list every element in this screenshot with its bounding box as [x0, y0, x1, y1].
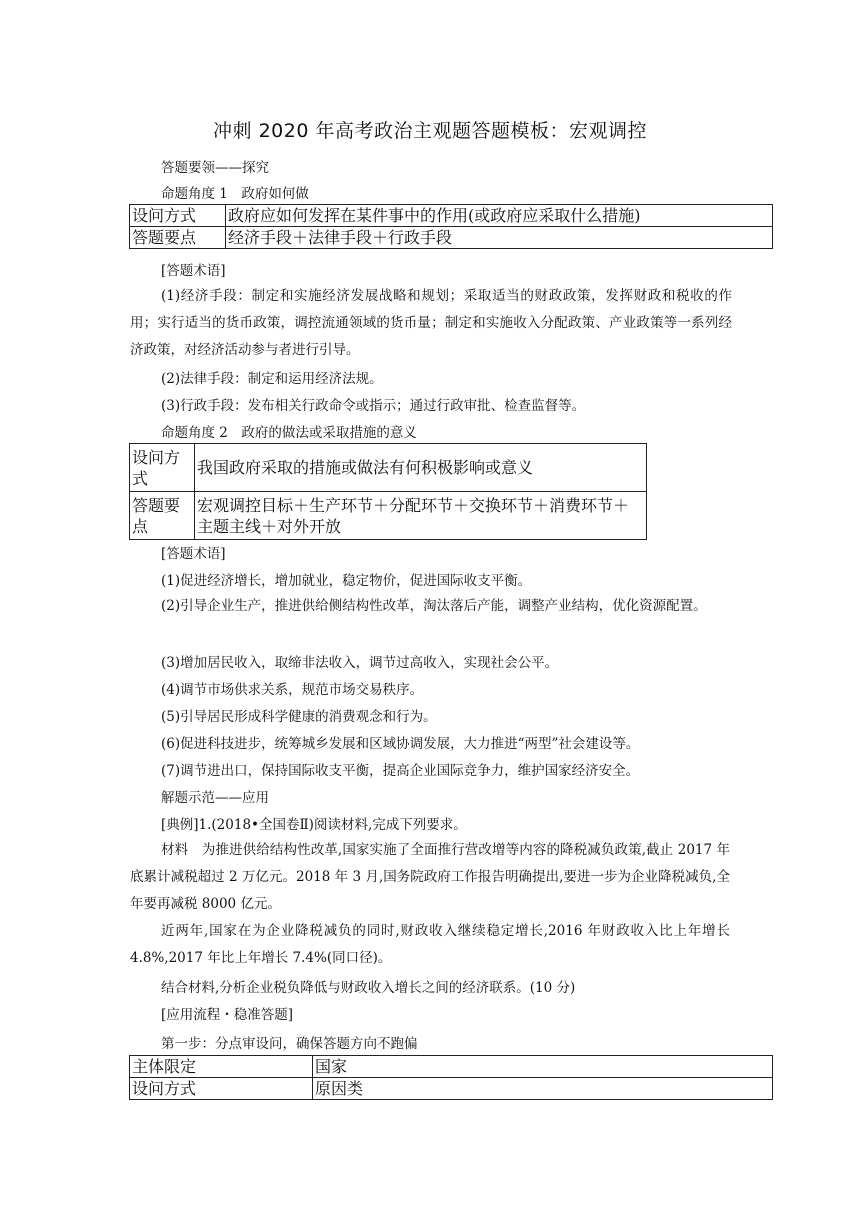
page-title: 冲刺 2020 年高考政治主观题答题模板：宏观调控 — [213, 120, 647, 142]
table-cell-label: 设问方式 — [130, 205, 226, 227]
answer-term-item: (1)促进经济增长，增加就业，稳定物价，促进国际收支平衡。 — [161, 573, 532, 589]
table-row — [130, 1056, 773, 1078]
table-cell-value: 政府应如何发挥在某件事中的作用(或政府应采取什么措施) — [226, 205, 773, 227]
table-cell-label: 答题要点 — [130, 492, 195, 540]
table-cell-value: 宏观调控目标＋生产环节＋分配环节＋交换环节＋消费环节＋主题主线＋对外开放 — [195, 492, 647, 540]
process-heading: [应用流程・稳准答题] — [161, 1007, 294, 1023]
section-heading-key-points: 答题要领——探究 — [161, 160, 269, 176]
table-cell-value: 国家 — [313, 1056, 773, 1078]
table-cell-label: 答题要点 — [130, 227, 226, 249]
table-cell-label: 设问方式 — [130, 444, 195, 492]
angle1-heading: 命题角度 1 政府如何做 — [161, 186, 309, 202]
table-cell-value: 我国政府采取的措施或做法有何积极影响或意义 — [195, 444, 647, 492]
angle1-table — [129, 204, 773, 249]
example-question: 结合材料,分析企业税负降低与财政收入增长之间的经济联系。(10 分) — [161, 980, 576, 996]
table-row — [130, 1078, 773, 1100]
answer-term-item: (5)引导居民形成科学健康的消费观念和行为。 — [161, 709, 437, 725]
answer-terms-heading: [答题术语] — [161, 546, 226, 562]
answer-term-item: (2)引导企业生产，推进供给侧结构性改革，淘汰落后产能，调整产业结构，优化资源配置。 — [161, 598, 707, 614]
table-row — [130, 227, 773, 249]
example-intro: [典例]1.(2018•全国卷Ⅱ)阅读材料,完成下列要求。 — [161, 817, 467, 833]
answer-term-item: (4)调节市场供求关系，规范市场交易秩序。 — [161, 682, 424, 698]
answer-term-item: (3)行政手段：发布相关行政命令或指示；通过行政审批、检查监督等。 — [161, 398, 586, 414]
answer-terms-heading: [答题术语] — [161, 263, 226, 279]
table-row — [130, 205, 773, 227]
example-material-1: 材料 为推进供给结构性改革,国家实施了全面推行营改增等内容的降税减负政策,截止 2017 年底累计减税超过 2 万亿元。2018 年 3 月,国务院政府工作报告明确提出,要进一步为企业降税减负,全年要再减税 8000 亿元。 — [130, 842, 730, 912]
table-cell-label: 主体限定 — [130, 1056, 313, 1078]
table-cell-value: 原因类 — [313, 1078, 773, 1100]
answer-term-item: (1)经济手段：制定和实施经济发展战略和规划；采取适当的财政政策，发挥财政和税收的作用；实行适当的货币政策，调控流通领域的货币量；制定和实施收入分配政策、产业政策等一系列经济政策，对经济活动参与者进行引导。 — [130, 288, 732, 358]
example-material-2: 近两年,国家在为企业降税减负的同时,财政收入继续稳定增长,2016 年财政收入比上年增长 4.8%,2017 年比上年增长 7.4%(同口径)。 — [130, 923, 730, 966]
table-row — [130, 492, 647, 540]
step1-table — [129, 1055, 773, 1100]
answer-term-item: (3)增加居民收入，取缔非法收入，调节过高收入，实现社会公平。 — [161, 655, 559, 671]
answer-term-item: (6)促进科技进步，统筹城乡发展和区域协调发展，大力推进“两型”社会建设等。 — [161, 736, 640, 752]
angle2-table — [129, 443, 647, 540]
answer-term-item: (2)法律手段：制定和运用经济法规。 — [161, 371, 383, 387]
table-cell-label: 设问方式 — [130, 1078, 313, 1100]
table-cell-value: 经济手段＋法律手段＋行政手段 — [226, 227, 773, 249]
table-row — [130, 444, 647, 492]
step1-heading: 第一步：分点审设问，确保答题方向不跑偏 — [161, 1036, 418, 1052]
answer-term-item: (7)调节进出口，保持国际收支平衡，提高企业国际竞争力，维护国家经济安全。 — [161, 763, 640, 779]
section-heading-application: 解题示范——应用 — [161, 790, 269, 806]
angle2-heading: 命题角度 2 政府的做法或采取措施的意义 — [161, 425, 417, 441]
